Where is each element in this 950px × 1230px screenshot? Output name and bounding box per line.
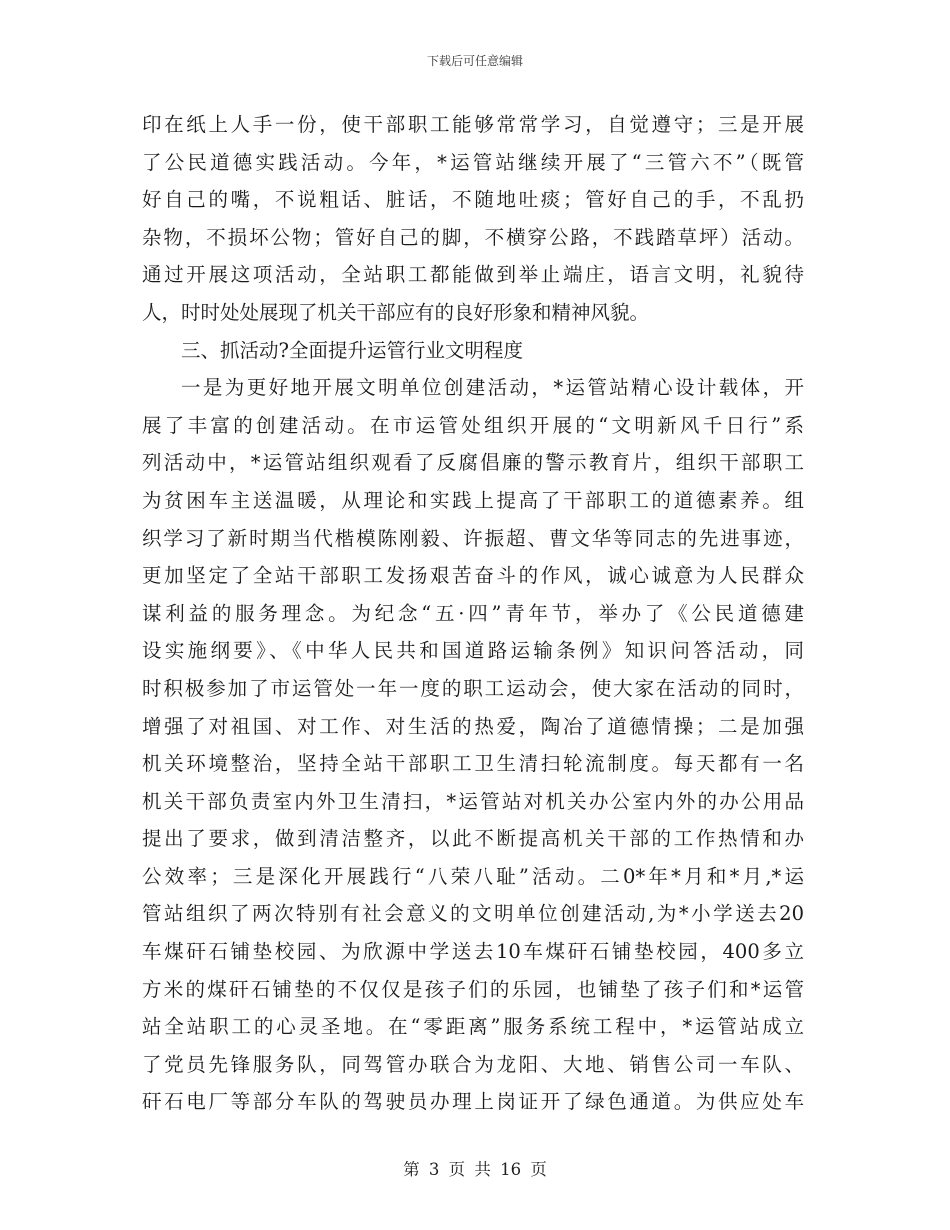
text-line: 一是为更好地开展文明单位创建活动，*运管站精心设计载体，开 xyxy=(181,376,804,400)
text-line: 人，时时处处展现了机关干部应有的良好形象和精神风貌。 xyxy=(142,300,650,324)
text-line: 为贫困车主送温暖，从理论和实践上提高了干部职工的道德素养。组 xyxy=(142,488,804,512)
document-body xyxy=(142,106,804,1121)
text-line: 车煤矸石铺垫校园、为欣源中学送去10车煤矸石铺垫校园，400多立 xyxy=(142,940,804,964)
text-line: 杂物，不损坏公物；管好自己的脚，不横穿公路，不践踏草坪）活动。 xyxy=(142,225,804,249)
text-line: 管站组织了两次特别有社会意义的文明单位创建活动,为*小学送去20 xyxy=(142,902,804,926)
text-line: 时积极参加了市运管处一年一度的职工运动会，使大家在活动的同时， xyxy=(142,676,804,700)
text-line: 通过开展这项活动，全站职工都能做到举止端庄，语言文明，礼貌待 xyxy=(142,263,804,287)
text-line: 增强了对祖国、对工作、对生活的热爱，陶冶了道德情操；二是加强 xyxy=(142,714,804,738)
text-line: 矸石电厂等部分车队的驾驶员办理上岗证开了绿色通道。为供应处车 xyxy=(142,1090,804,1114)
text-line: 更加坚定了全站干部职工发扬艰苦奋斗的作风，诚心诚意为人民群众 xyxy=(142,564,804,588)
text-line: 三、抓活动?全面提升运管行业文明程度 xyxy=(181,338,523,362)
text-line: 展了丰富的创建活动。在市运管处组织开展的“文明新风千日行”系 xyxy=(142,413,804,437)
text-line: 站全站职工的心灵圣地。在“零距离”服务系统工程中，*运管站成立 xyxy=(142,1015,804,1039)
text-line: 了党员先锋服务队，同驾管办联合为龙阳、大地、销售公司一车队、 xyxy=(142,1052,804,1076)
text-line: 设实施纲要》、《中华人民共和国道路运输条例》知识问答活动，同 xyxy=(142,639,804,663)
text-line: 了公民道德实践活动。今年，*运管站继续开展了“三管六不”（既管 xyxy=(142,150,804,174)
text-line: 机关环境整治，坚持全站干部职工卫生清扫轮流制度。每天都有一名 xyxy=(142,752,804,776)
text-line: 织学习了新时期当代楷模陈刚毅、许振超、曹文华等同志的先进事迹， xyxy=(142,526,804,550)
text-line: 机关干部负责室内外卫生清扫，*运管站对机关办公室内外的办公用品 xyxy=(142,789,804,813)
text-line: 方米的煤矸石铺垫的不仅仅是孩子们的乐园，也铺垫了孩子们和*运管 xyxy=(142,977,804,1001)
text-line: 好自己的嘴，不说粗话、脏话，不随地吐痰；管好自己的手，不乱扔 xyxy=(142,188,804,212)
page-header: 下载后可任意编辑 xyxy=(426,54,523,68)
text-line: 列活动中，*运管站组织观看了反腐倡廉的警示教育片，组织干部职工 xyxy=(142,451,804,475)
text-line: 公效率；三是深化开展践行“八荣八耻”活动。二0*年*月和*月,*运 xyxy=(142,864,804,888)
text-line: 印在纸上人手一份，使干部职工能够常常学习，自觉遵守；三是开展 xyxy=(142,113,804,136)
page-footer: 第 3 页 共 16 页 xyxy=(403,1160,547,1179)
text-line: 谋利益的服务理念。为纪念“五·四”青年节，举办了《公民道德建 xyxy=(142,601,804,625)
text-line: 提出了要求，做到清洁整齐，以此不断提高机关干部的工作热情和办 xyxy=(142,827,804,851)
